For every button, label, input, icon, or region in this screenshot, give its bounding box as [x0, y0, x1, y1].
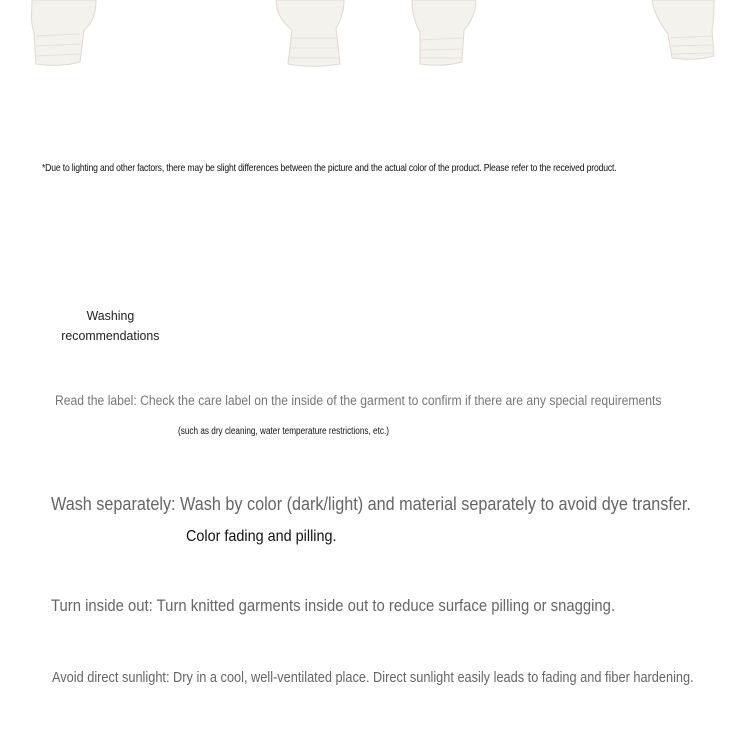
washing-recommendations-title: [61, 306, 160, 346]
washing-title-line-1: Washing: [86, 308, 135, 323]
wash-separately-tip: Wash separately: Wash by color (dark/light) and material separately to avoid dye transfer.: [51, 494, 691, 514]
washing-title-line-2: recommendations: [61, 328, 160, 343]
product-image-sleeve-cuffs: [0, 0, 750, 80]
sleeve-cuff-1: [32, 0, 97, 65]
sleeve-cuff-4: [652, 0, 714, 59]
avoid-sunlight-tip: Avoid direct sunlight: Dry in a cool, well-ventilated place. Direct sunlight easily leads to fading and fiber hardening.: [52, 670, 694, 686]
turn-inside-out-tip: Turn inside out: Turn knitted garments inside out to reduce surface pilling or snagging.: [51, 597, 616, 615]
wash-separately-note: Color fading and pilling.: [186, 528, 337, 545]
read-label-note: (such as dry cleaning, water temperature restrictions, etc.): [178, 426, 390, 437]
sleeve-cuff-3: [412, 0, 476, 65]
color-disclaimer: *Due to lighting and other factors, there may be slight differences between the picture and the actual color of the product. Please refer to the received product.: [42, 162, 617, 174]
sleeve-cuff-2: [276, 0, 344, 66]
read-label-tip: Read the label: Check the care label on the inside of the garment to confirm if there are any special requirements: [55, 393, 662, 408]
